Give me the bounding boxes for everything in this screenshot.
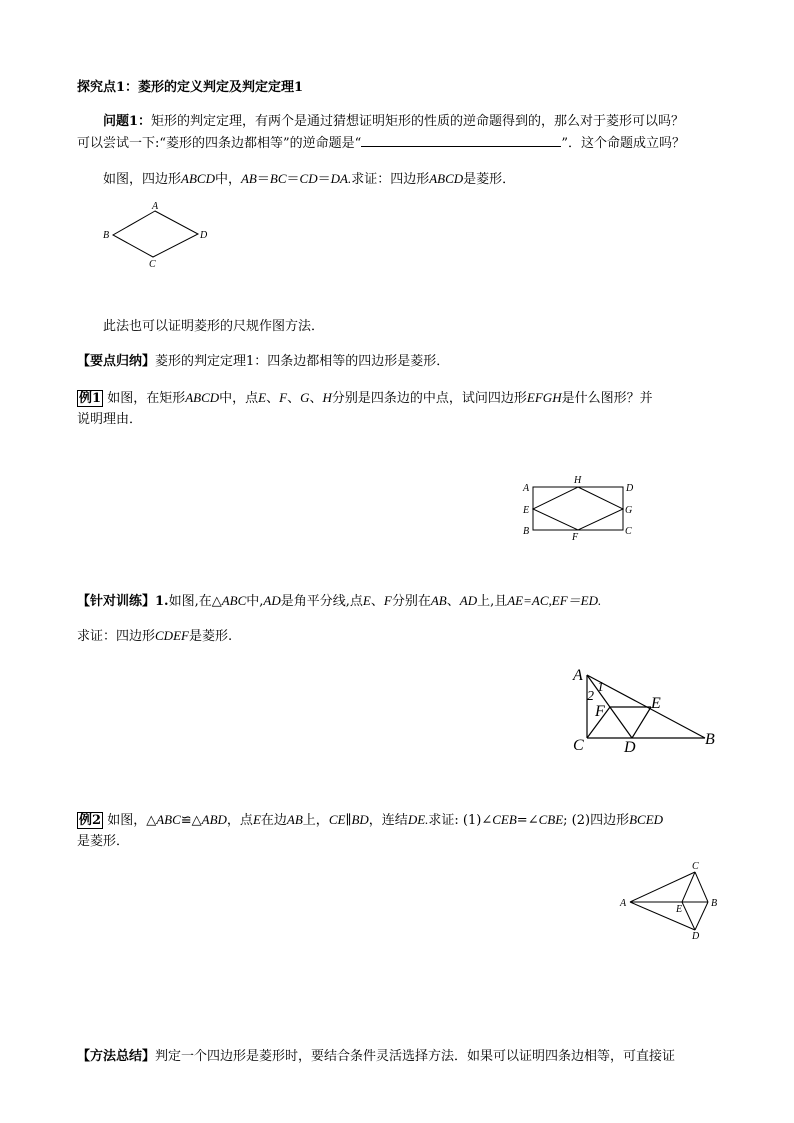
label-c: C [692,861,699,872]
section-title: 探究点1：菱形的定义判定及判定定理1 [77,80,304,95]
example-1-line-2: 说明理由． [77,412,143,427]
question-1-line-1: 问题1：矩形的判定定理，有两个是通过猜想证明矩形的性质的逆命题得到的，那么对于菱形可以吗？ [103,114,685,129]
figure-rectangle-efgh [515,474,645,544]
summary-label: 【方法总结】 [77,1049,156,1064]
training-1-line-2: 求证：四边形CDEF是菱形. [77,628,233,644]
label-a: A [573,667,583,684]
label-a: A [523,483,530,494]
label-e: E [651,695,661,712]
example-2-line-2: 是菱形． [77,834,130,849]
example-1-label: 例1 [79,391,102,406]
label-d: D [692,931,700,942]
training-1-line-1: 【针对训练】1.如图,在△ABC中,AD是角平分线,点E、F分别在AB、AD上,且AE=AC,EF＝ED. [77,593,602,609]
label-c: C [149,259,156,270]
example-1-line-1: 例1 如图，在矩形ABCD中，点E、F、G、H分别是四条边的中点，试问四边形EFGH是什么图形？并 [79,390,653,406]
angle-2-label: 2 [587,689,594,704]
example-2-line-1: 例2 如图，△ABC≌△ABD，点E在边AB上，CE∥BD，连结DE.求证: (1)∠CEB=∠CBE; (2)四边形BCED [79,812,664,828]
example-2-label: 例2 [79,813,102,828]
answer-blank[interactable] [361,134,561,147]
label-a: A [152,201,159,212]
figure-kite-abcd [615,860,725,940]
label-d: D [624,739,636,756]
given-statement: 如图，四边形ABCD中，AB＝BC＝CD＝DA.求证：四边形ABCD是菱形． [103,171,516,187]
question-1-line-2: 可以尝试一下:“菱形的四条边都相等”的逆命题是“ ”．这个命题成立吗？ [77,136,685,151]
label-f: F [595,703,605,720]
label-h: H [574,475,582,486]
training-label: 【针对训练】1. [77,594,169,609]
label-b: B [523,526,530,537]
label-f: F [572,532,579,543]
method-summary: 【方法总结】判定一个四边形是菱形时，要结合条件灵活选择方法．如果可以证明四条边相等，可直接证 [77,1049,676,1064]
label-b: B [711,898,718,909]
key-point: 【要点归纳】菱形的判定定理1：四条边都相等的四边形是菱形． [77,354,450,369]
label-c: C [625,526,632,537]
label-c: C [573,737,584,754]
label-d: D [626,483,634,494]
figure-triangle-abc [565,660,725,755]
label-b: B [103,230,110,241]
label-b: B [705,731,715,748]
label-e: E [676,904,683,915]
label-g: G [625,505,633,516]
method-note: 此法也可以证明菱形的尺规作图方法． [103,319,325,334]
angle-1-label: 1 [597,680,604,695]
figure-rhombus-abcd [95,198,220,273]
label-a: A [620,898,627,909]
question-1-label: 问题1： [103,114,152,129]
label-d: D [200,230,208,241]
label-e: E [523,505,530,516]
key-point-label: 【要点归纳】 [77,354,156,369]
